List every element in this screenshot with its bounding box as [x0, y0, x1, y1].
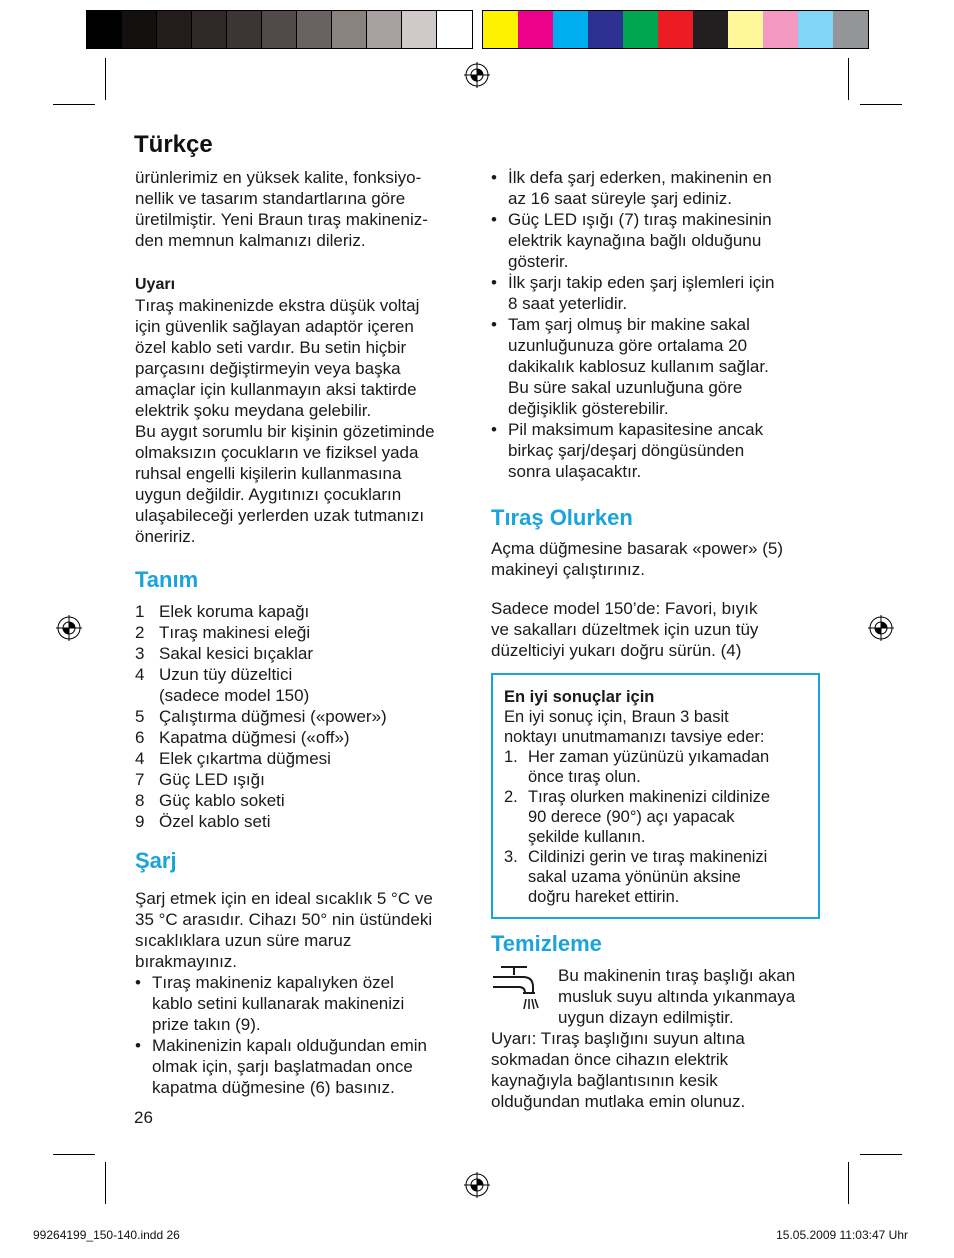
color-swatch — [332, 11, 367, 48]
right-column — [491, 167, 826, 1112]
list-item: 2. Tıraş olurken makinenizi cildinize 90 derece (90°) açı yapacak şekilde kullanın. — [504, 788, 771, 846]
warning-paragraph: Tıraş makinenizde ekstra düşük voltaj için güvenlik sağlayan adaptör içeren özel kablo seti vardır. Bu setin hiçbir parçasını değiştirmeyin veya başka amaçlar için kullanmayın aksi taktirde elektrik şoku meydana gelebilir. Bu aygıt sorumlu bir kişinin gözetiminde olmaksızın çocukların ve fiziksel yada ruhsal engelli kişilerin kullanmasına uygun değildir. Aygıtınızı çocukların ulaşabileceği yerlerden uzak tutmanızı öneririz. — [135, 296, 435, 546]
sarj-paragraph: Şarj etmek için en ideal sıcaklık 5 °C ve 35 °C arasıdır. Cihazı 50° nin üstündeki sıcaklıklara uzun süre maruz bırakmayınız. — [135, 889, 433, 971]
intro-paragraph: ürünlerimiz en yüksek kalite, fonksiyo- nellik ve tasarım standartlarına göre üretilmiştir. Yeni Braun tıraş makineniz- den memnun kalmanızı dileriz. — [135, 168, 428, 250]
tips-list — [504, 747, 808, 907]
warning-heading: Uyarı — [135, 276, 176, 293]
list-item: • Güç LED ışığı (7) tıraş makinesinin elektrik kaynağına bağlı olduğunu gösterir. — [491, 209, 826, 272]
tips-intro: En iyi sonuç için, Braun 3 basit noktayı unutmamanızı tavsiye eder: — [504, 708, 765, 746]
file-info: 99264199_150-140.indd 26 — [33, 1228, 180, 1242]
color-swatch — [297, 11, 332, 48]
list-item: • İlk şarjı takip eden şarj işlemleri için 8 saat yeterlidir. — [491, 272, 826, 314]
list-item: • İlk defa şarj ederken, makinenin en az 16 saat süreyle şarj ediniz. — [491, 167, 826, 209]
color-swatch — [87, 11, 122, 48]
parts-list — [135, 601, 475, 832]
list-item: • Pil maksimum kapasitesine ancak birkaç şarj/deşarj döngüsünden sonra ulaşacaktır. — [491, 419, 826, 482]
list-item: • Makinenizin kapalı olduğundan emin olmak için, şarjı başlatmadan once kapatma düğmesine (6) basınız. — [135, 1035, 475, 1098]
color-swatch — [833, 11, 868, 48]
color-swatch — [192, 11, 227, 48]
list-item: 7 Güç LED ışığı — [135, 770, 265, 789]
color-swatch — [367, 11, 402, 48]
color-swatch — [623, 11, 658, 48]
color-swatch — [798, 11, 833, 48]
grayscale-bar — [86, 10, 473, 49]
temizleme-intro — [491, 965, 826, 1028]
color-swatch — [518, 11, 553, 48]
color-swatch — [157, 11, 192, 48]
color-swatch — [588, 11, 623, 48]
tiras-heading: Tıraş Olurken — [491, 505, 633, 530]
registration-mark-icon — [464, 1172, 490, 1198]
page-number: 26 — [134, 1108, 153, 1127]
tips-box — [491, 673, 820, 919]
timestamp: 15.05.2009 11:03:47 Uhr — [776, 1228, 908, 1242]
temizleme-paragraph-2: Uyarı: Tıraş başlığını suyun altına sokmadan önce cihazın elektrik kaynağıyla bağlantısının kesik olduğundan mutlaka emin olunuz. — [491, 1029, 746, 1111]
sarj-heading: Şarj — [135, 848, 177, 873]
list-item: (sadece model 150) — [159, 686, 310, 705]
left-column — [135, 167, 475, 1098]
color-swatch — [262, 11, 297, 48]
color-swatch — [437, 11, 472, 48]
temizleme-paragraph-1: Bu makinenin tıraş başlığı akan musluk suyu altında yıkanmaya uygun dizayn edilmiştir. — [558, 966, 796, 1027]
list-item: 8 Güç kablo soketi — [135, 791, 285, 810]
list-item: 5 Çalıştırma düğmesi («power») — [135, 707, 387, 726]
list-item: 3 Sakal kesici bıçaklar — [135, 644, 314, 663]
charging-bullets — [491, 167, 826, 482]
color-swatch — [728, 11, 763, 48]
color-swatch — [483, 11, 518, 48]
registration-mark-icon — [464, 62, 490, 88]
color-bar — [482, 10, 869, 49]
tips-heading: En iyi sonuçlar için — [504, 688, 655, 706]
color-swatch — [763, 11, 798, 48]
color-swatch — [693, 11, 728, 48]
list-item: 9 Özel kablo seti — [135, 812, 271, 831]
color-swatch — [658, 11, 693, 48]
color-swatch — [402, 11, 437, 48]
faucet-icon — [491, 963, 549, 1015]
list-item: 6 Kapatma düğmesi («off») — [135, 728, 350, 747]
tanim-heading: Tanım — [135, 567, 199, 592]
list-item: 4 Elek çıkartma düğmesi — [135, 749, 331, 768]
page-title: Türkçe — [134, 131, 213, 158]
color-swatch — [227, 11, 262, 48]
list-item: 3. Cildinizi gerin ve tıraş makinenizi sakal uzama yönünün aksine doğru hareket ettirin. — [504, 848, 768, 906]
color-swatch — [122, 11, 157, 48]
list-item: 1. Her zaman yüzünüzü yıkamadan önce tıraş olun. — [504, 748, 770, 786]
list-item: • Tıraş makineniz kapalıyken özel kablo setini kullanarak makinenizi prize takın (9). — [135, 972, 475, 1035]
list-item: 4 Uzun tüy düzeltici — [135, 665, 293, 684]
registration-mark-icon — [868, 615, 894, 641]
temizleme-heading: Temizleme — [491, 931, 602, 956]
list-item: • Tam şarj olmuş bir makine sakal uzunluğunuza göre ortalama 20 dakikalık kablosuz kullanım sağlar. Bu süre sakal uzunluğuna göre değişiklik gösterebilir. — [491, 314, 826, 419]
list-item: 2 Tıraş makinesi eleği — [135, 623, 311, 642]
tiras-paragraph-2: Sadece model 150’de: Favori, bıyık ve sakalları düzeltmek için uzun tüy düzelticiyi yukarı doğru sürün. (4) — [491, 599, 759, 660]
tiras-paragraph-1: Açma düğmesine basarak «power» (5) makineyi çalıştırınız. — [491, 539, 783, 579]
color-swatch — [553, 11, 588, 48]
registration-mark-icon — [56, 615, 82, 641]
list-item: 1 Elek koruma kapağı — [135, 602, 310, 621]
sarj-bullets — [135, 972, 475, 1098]
